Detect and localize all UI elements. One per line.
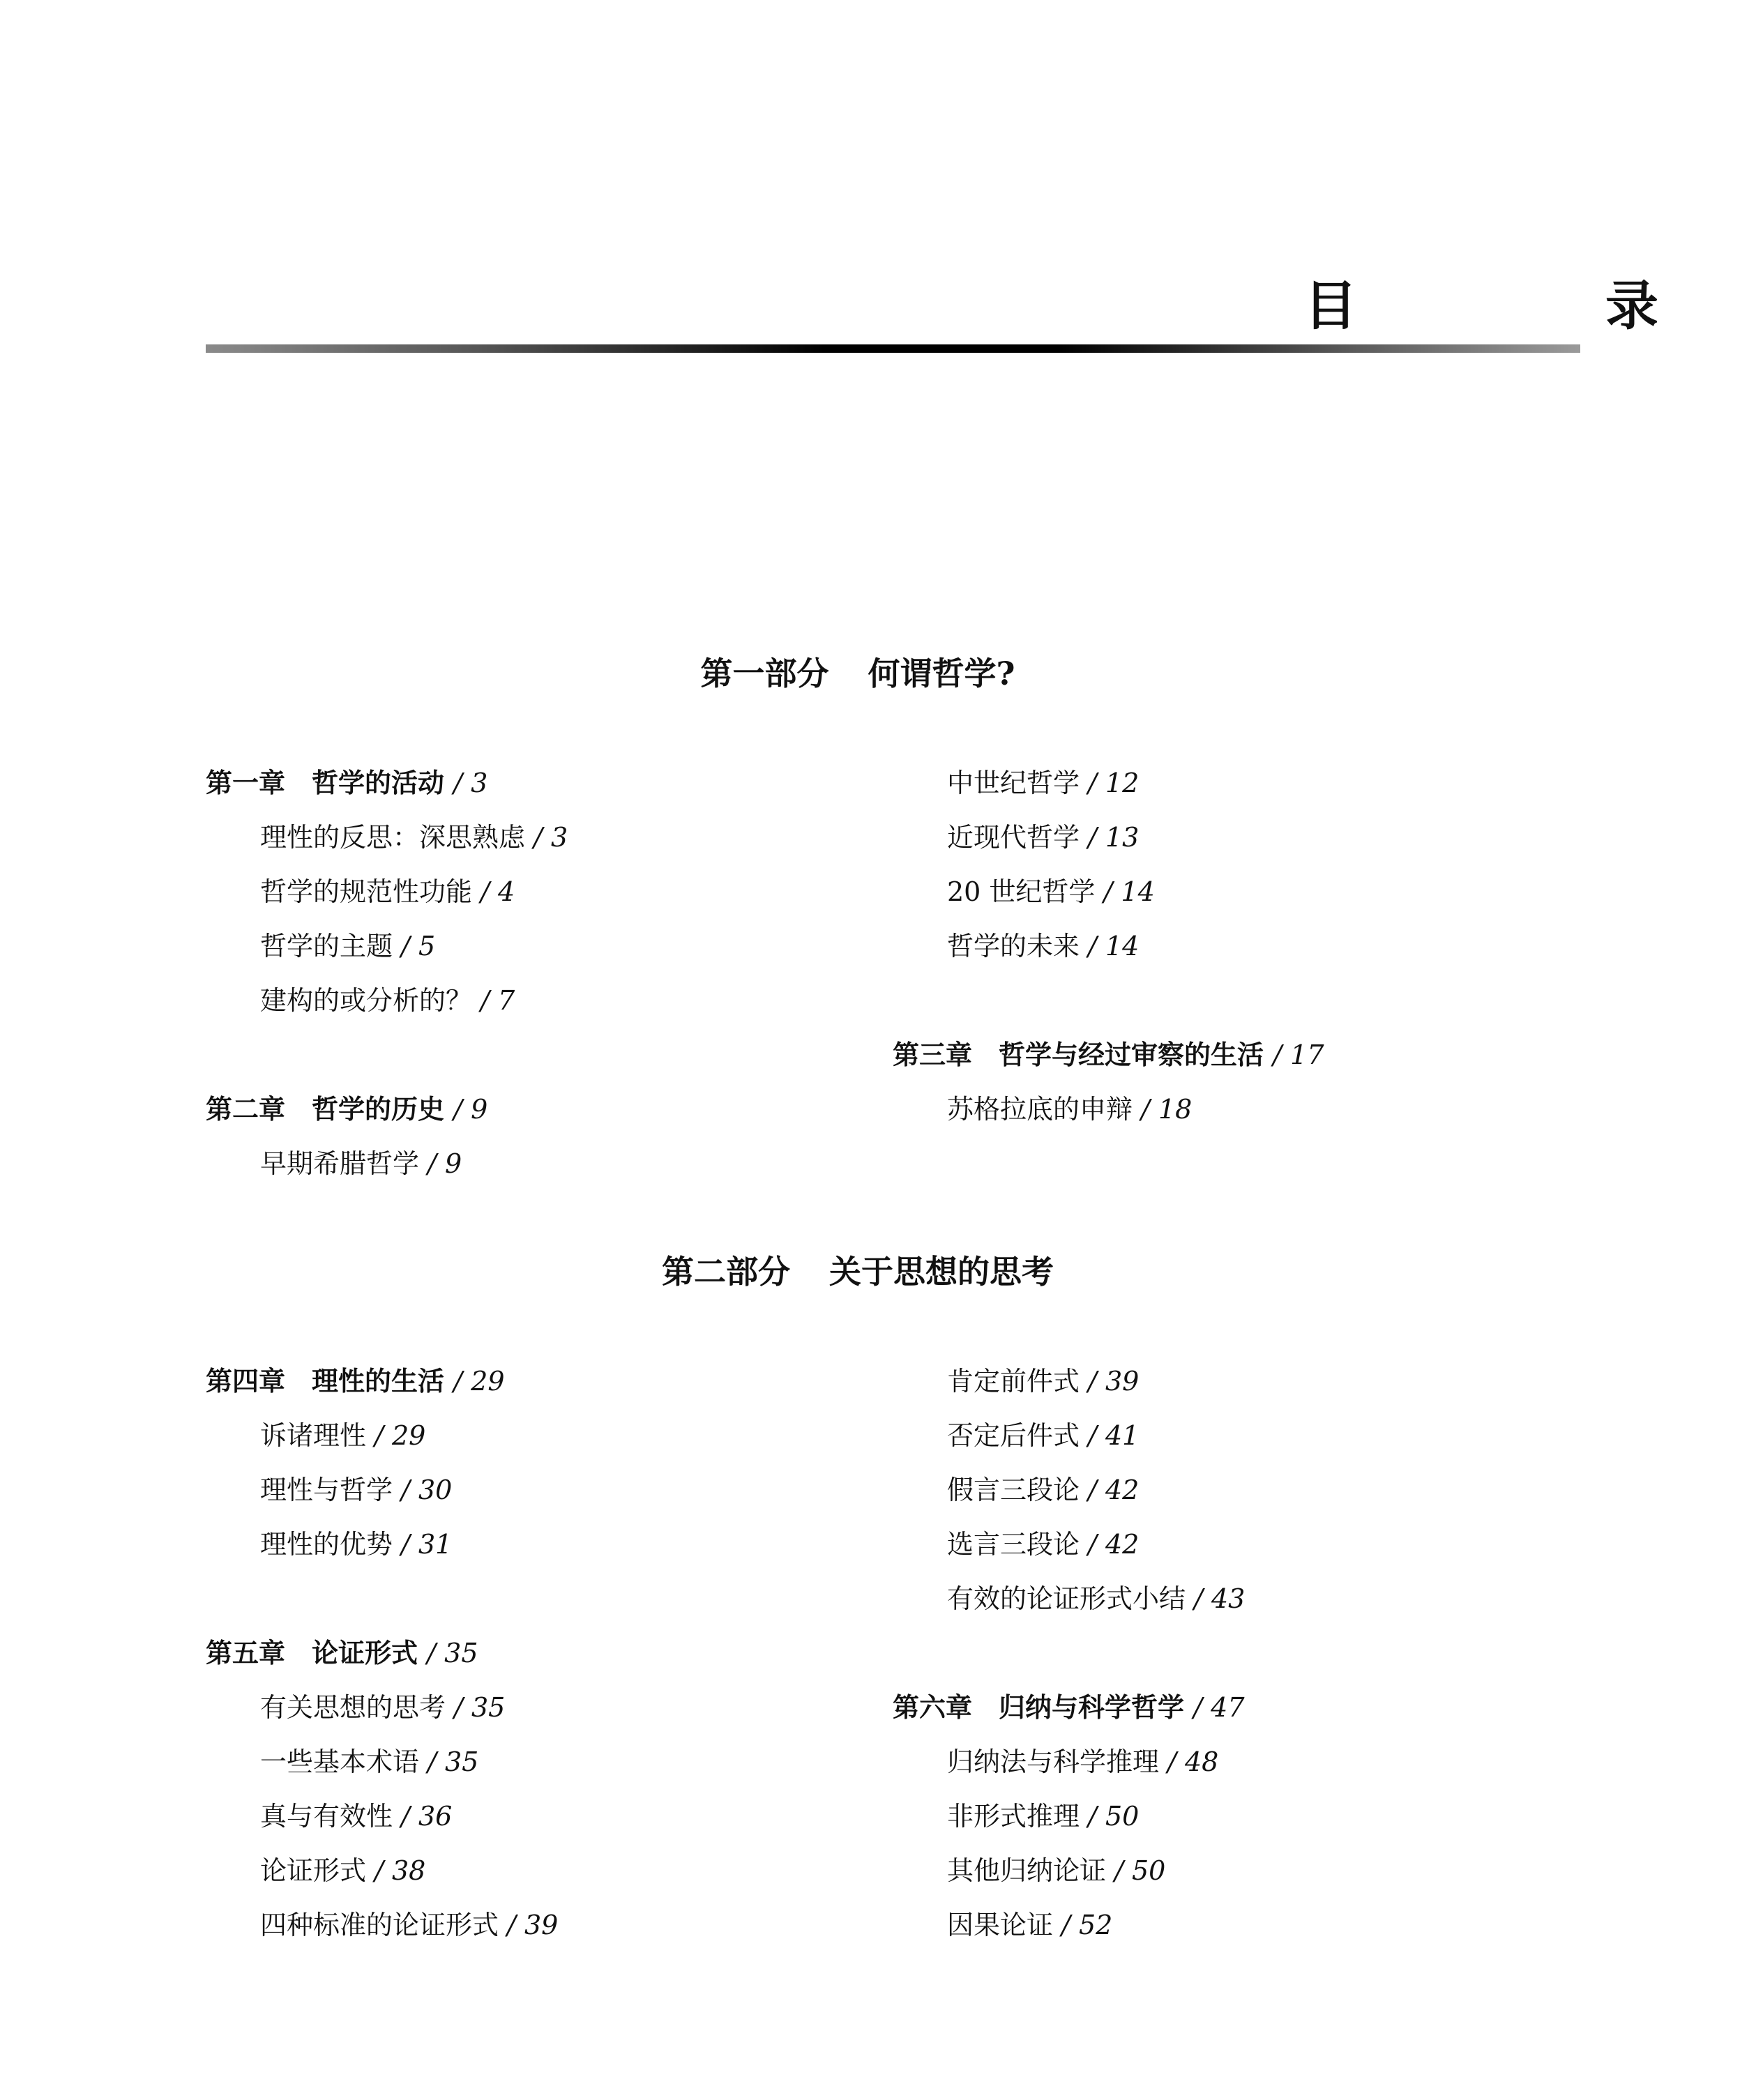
toc-section-entry[interactable] xyxy=(893,1517,1590,1572)
toc-section-entry[interactable] xyxy=(893,1843,1590,1898)
section-title: 四种标准的论证形式 xyxy=(260,1910,499,1940)
toc-section-entry[interactable] xyxy=(206,1408,903,1463)
toc-section-entry[interactable] xyxy=(893,756,1590,810)
section-title: 苏格拉底的申辩 xyxy=(947,1094,1133,1125)
section-title: 归纳法与科学推理 xyxy=(947,1747,1160,1777)
page-number: / 9 xyxy=(453,1094,488,1125)
toc-spacer xyxy=(893,1626,1590,1680)
section-title: 建构的或分析的？ xyxy=(260,985,473,1016)
page-number: / 30 xyxy=(401,1475,453,1505)
page-number: / 12 xyxy=(1088,768,1140,798)
toc-section-entry[interactable] xyxy=(893,1789,1590,1843)
section-title: 早期希腊哲学 xyxy=(260,1148,420,1179)
page-number: / 42 xyxy=(1088,1529,1140,1560)
toc-section-entry[interactable] xyxy=(893,810,1590,865)
page-number: / 18 xyxy=(1141,1094,1193,1125)
section-title: 一些基本术语 xyxy=(260,1747,420,1777)
chapter-title: 哲学的活动 xyxy=(312,767,445,798)
toc-chapter-entry[interactable] xyxy=(893,1028,1590,1082)
toc-section-entry[interactable] xyxy=(893,1408,1590,1463)
section-title: 假言三段论 xyxy=(947,1475,1080,1505)
toc-spacer xyxy=(206,1028,903,1082)
toc-section-entry[interactable] xyxy=(206,919,903,973)
chapter-label: 第三章 xyxy=(893,1039,973,1070)
part-number: 第一部分 xyxy=(700,655,829,692)
toc-section-entry[interactable] xyxy=(893,919,1590,973)
section-title: 哲学的未来 xyxy=(947,931,1080,961)
toc-section-entry[interactable] xyxy=(893,1463,1590,1517)
toc-spacer xyxy=(206,1572,903,1626)
chapter-label: 第四章 xyxy=(206,1365,286,1397)
section-title: 有关思想的思考 xyxy=(260,1692,446,1723)
chapter-label: 第五章 xyxy=(206,1637,286,1668)
chapter-title: 理性的生活 xyxy=(312,1365,445,1397)
section-title: 中世纪哲学 xyxy=(947,768,1080,798)
page-number: / 39 xyxy=(1088,1366,1140,1397)
page-number: / 13 xyxy=(1088,822,1140,853)
toc-section-entry[interactable] xyxy=(206,1898,903,1952)
page-number: / 29 xyxy=(374,1420,426,1451)
toc-section-entry[interactable] xyxy=(206,865,903,919)
page-number: / 38 xyxy=(374,1855,426,1886)
section-title: 非形式推理 xyxy=(947,1801,1080,1832)
page-number: / 14 xyxy=(1088,931,1140,961)
page-number: / 14 xyxy=(1103,876,1155,907)
toc-spacer xyxy=(893,973,1590,1028)
page-number: / 35 xyxy=(427,1638,478,1668)
page-number: / 47 xyxy=(1193,1692,1245,1723)
section-title: 真与有效性 xyxy=(260,1801,393,1832)
chapter-label: 第六章 xyxy=(893,1691,973,1723)
part-heading xyxy=(0,1247,1716,1293)
chapter-title: 哲学的历史 xyxy=(312,1093,445,1125)
chapter-title: 哲学与经过审察的生活 xyxy=(999,1039,1264,1070)
toc-section-entry[interactable] xyxy=(893,1898,1590,1952)
page-number: / 48 xyxy=(1167,1747,1219,1777)
toc-chapter-entry[interactable] xyxy=(206,756,903,810)
toc-section-entry[interactable] xyxy=(206,973,903,1028)
section-title: 20 世纪哲学 xyxy=(947,876,1096,907)
page-number: / 4 xyxy=(480,876,515,907)
section-title: 选言三段论 xyxy=(947,1529,1080,1560)
chapter-label: 第一章 xyxy=(206,767,286,798)
section-title: 哲学的规范性功能 xyxy=(260,876,473,907)
section-title: 有效的论证形式小结 xyxy=(947,1583,1186,1614)
toc-section-entry[interactable] xyxy=(893,1735,1590,1789)
toc-chapter-entry[interactable] xyxy=(206,1082,903,1136)
toc-column-left xyxy=(206,1354,903,1952)
page-number: / 17 xyxy=(1273,1040,1324,1070)
toc-section-entry[interactable] xyxy=(206,810,903,865)
section-title: 哲学的主题 xyxy=(260,931,393,961)
page-number: / 42 xyxy=(1088,1475,1140,1505)
page-number: / 3 xyxy=(453,768,488,798)
page-number: / 7 xyxy=(480,985,515,1016)
section-title: 否定后件式 xyxy=(947,1420,1080,1451)
page-number: / 35 xyxy=(454,1692,506,1723)
page-number: / 9 xyxy=(427,1148,462,1179)
section-title: 因果论证 xyxy=(947,1910,1054,1940)
page-number: / 43 xyxy=(1194,1583,1246,1614)
part-title: 关于思想的思考 xyxy=(829,1253,1054,1291)
toc-chapter-entry[interactable] xyxy=(206,1354,903,1408)
page-number: / 52 xyxy=(1061,1910,1113,1940)
section-title: 理性与哲学 xyxy=(260,1475,393,1505)
chapter-title: 论证形式 xyxy=(312,1637,418,1668)
page-number: / 31 xyxy=(401,1529,453,1560)
toc-section-entry[interactable] xyxy=(206,1789,903,1843)
toc-column-right xyxy=(893,756,1590,1136)
page-number: / 41 xyxy=(1088,1420,1140,1451)
toc-section-entry[interactable] xyxy=(206,1735,903,1789)
part-title: 何谓哲学? xyxy=(868,655,1015,692)
toc-section-entry[interactable] xyxy=(206,1136,903,1191)
page-number: / 50 xyxy=(1088,1801,1140,1832)
toc-column-left xyxy=(206,756,903,1191)
page-number: / 39 xyxy=(507,1910,559,1940)
toc-section-entry[interactable] xyxy=(206,1680,903,1735)
page-number: / 5 xyxy=(401,931,436,961)
page-number: / 29 xyxy=(453,1366,505,1397)
title-rule xyxy=(206,344,1580,353)
section-title: 肯定前件式 xyxy=(947,1366,1080,1397)
section-title: 理性的反思：深思熟虑 xyxy=(260,822,526,853)
page-number: / 3 xyxy=(533,822,568,853)
toc-column-right xyxy=(893,1354,1590,1952)
toc-section-entry[interactable] xyxy=(893,1082,1590,1136)
chapter-title: 归纳与科学哲学 xyxy=(999,1691,1185,1723)
section-title: 论证形式 xyxy=(260,1855,367,1886)
toc-chapter-entry[interactable] xyxy=(206,1626,903,1680)
section-title: 诉诸理性 xyxy=(260,1420,367,1451)
part-number: 第二部分 xyxy=(662,1253,790,1291)
part-heading xyxy=(0,648,1716,694)
toc-chapter-entry[interactable] xyxy=(893,1680,1590,1735)
page-number: / 50 xyxy=(1114,1855,1166,1886)
toc-section-entry[interactable] xyxy=(206,1463,903,1517)
toc-section-entry[interactable] xyxy=(893,1572,1590,1626)
section-title: 近现代哲学 xyxy=(947,822,1080,853)
page-number: / 35 xyxy=(427,1747,479,1777)
section-title: 理性的优势 xyxy=(260,1529,393,1560)
chapter-label: 第二章 xyxy=(206,1093,286,1125)
page-title: 目 录 xyxy=(1304,275,1756,337)
toc-section-entry[interactable] xyxy=(893,1354,1590,1408)
toc-section-entry[interactable] xyxy=(893,865,1590,919)
page-number: / 36 xyxy=(401,1801,453,1832)
section-title: 其他归纳论证 xyxy=(947,1855,1107,1886)
toc-section-entry[interactable] xyxy=(206,1517,903,1572)
toc-section-entry[interactable] xyxy=(206,1843,903,1898)
